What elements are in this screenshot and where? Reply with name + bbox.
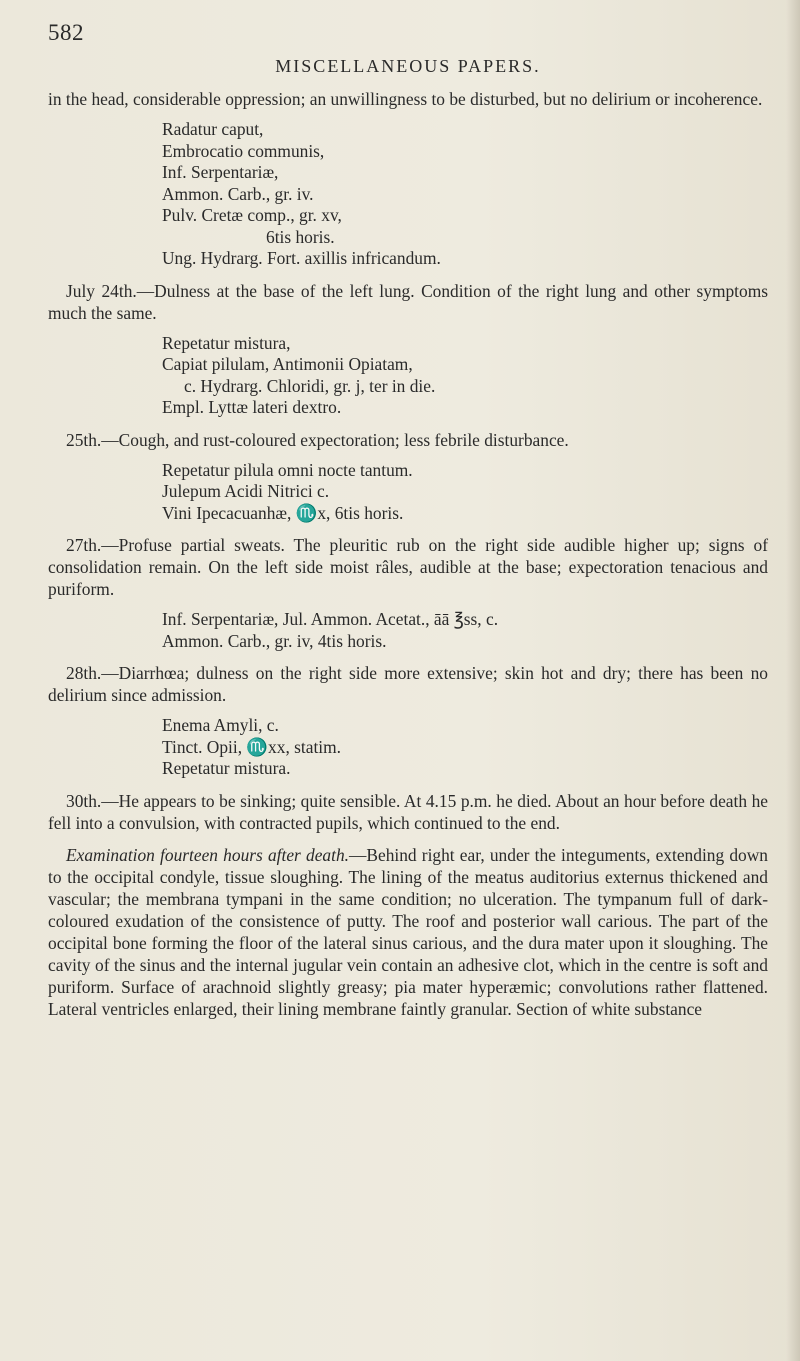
page-header	[48, 20, 768, 76]
rx-line: Ammon. Carb., gr. iv.	[162, 183, 314, 204]
rx-line: c. Hydrarg. Chloridi, gr. j, ter in die.	[184, 375, 436, 396]
rx-line: Repetatur mistura.	[162, 758, 291, 778]
rx-line: Repetatur pilula omni nocte tantum.	[162, 459, 413, 480]
page-number: 582	[48, 20, 84, 45]
paragraph-july-24: July 24th.—Dulness at the base of the left lung. Condition of the right lung and other symptoms much the same.	[48, 280, 768, 323]
paragraph-1: in the head, considerable oppression; an unwillingness to be disturbed, but no delirium or incoherence.	[48, 89, 763, 109]
rx-line: Julepum Acidi Nitrici c.	[162, 481, 330, 501]
paragraph-28th: 28th.—Diarrhœa; dulness on the right side more extensive; skin hot and dry; there has been no delirium since admission.	[48, 663, 768, 705]
examination-heading: Examination fourteen hours after death.	[66, 844, 349, 865]
paragraph-25th: 25th.—Cough, and rust-coloured expectoration; less febrile disturbance.	[66, 429, 569, 450]
paragraph-27th: 27th.—Profuse partial sweats. The pleuritic rub on the right side audible higher up; signs of consolidation remain. On the left side moist râles, audible at the base; expectoration tenacious and puriform.	[48, 535, 768, 599]
section-gap	[48, 834, 768, 844]
rx-line: 6tis horis.	[266, 226, 335, 247]
prescription-3	[162, 460, 768, 525]
prescription-4	[162, 609, 768, 652]
rx-line: Vini Ipecacuanhæ, ♏x, 6tis horis.	[162, 502, 404, 523]
rx-line: Tinct. Opii, ♏xx, statim.	[162, 736, 341, 757]
examination-text: —Behind right ear, under the integuments, extending down to the occipital condyle, tissue sloughing. The lining of the meatus auditorius externus thickened and vascular; the membrana tympani in the same condition; no ulceration. The tympanum full of dark-coloured exudation of the consistence of putty. The roof and posterior wall carious. The part of the occipital bone forming the floor of the lateral sinus carious, and the dura mater upon it sloughing. The cavity of the sinus and the internal jugular vein contain an adhesive clot, which in the centre is soft and puriform. Surface of arachnoid slightly greasy; pia mater hyperæmic; convolutions rather flattened. Lateral ventricles enlarged, their lining membrane faintly granular. Section of white substance	[48, 844, 768, 1019]
page-edge-shadow	[786, 0, 800, 1361]
running-head: MISCELLANEOUS PAPERS.	[275, 56, 541, 76]
rx-line: Empl. Lyttæ lateri dextro.	[162, 397, 342, 417]
rx-line: Repetatur mistura,	[162, 332, 291, 353]
prescription-5	[162, 715, 768, 780]
rx-line: Ung. Hydrarg. Fort. axillis infricandum.	[162, 248, 441, 268]
rx-line: Inf. Serpentariæ,	[162, 162, 279, 182]
rx-line: Ammon. Carb., gr. iv, 4tis horis.	[162, 630, 387, 651]
rx-line: Capiat pilulam, Antimonii Opiatam,	[162, 354, 413, 374]
rx-line: Enema Amyli, c.	[162, 715, 279, 735]
paragraph-30th: 30th.—He appears to be sinking; quite sensible. At 4.15 p.m. he died. About an hour before death he fell into a convulsion, with contracted pupils, which continued to the end.	[48, 790, 768, 833]
rx-line: Embrocatio communis,	[162, 140, 325, 161]
prescription-1	[162, 119, 768, 270]
page-body	[48, 88, 768, 1020]
rx-line: Pulv. Cretæ comp., gr. xv,	[162, 205, 342, 225]
rx-line: Inf. Serpentariæ, Jul. Ammon. Acetat., āā ℥ss, c.	[162, 609, 499, 629]
rx-line: Radatur caput,	[162, 119, 264, 139]
paragraph-examination	[48, 844, 768, 1020]
prescription-2	[162, 333, 768, 419]
